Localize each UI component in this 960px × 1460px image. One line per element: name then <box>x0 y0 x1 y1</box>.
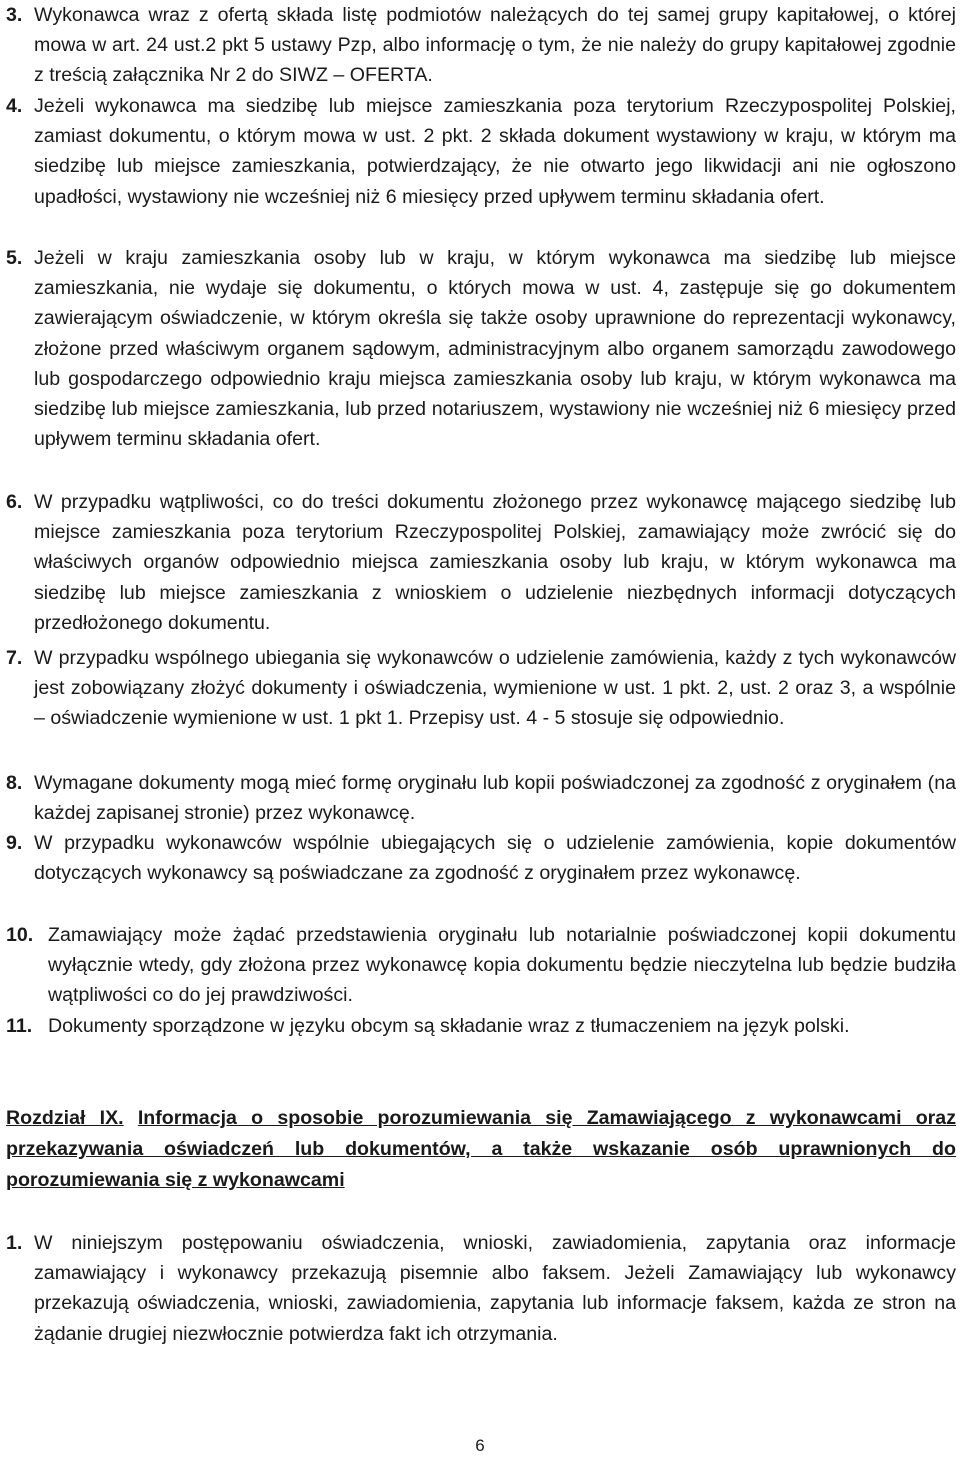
item-number: 10. <box>6 924 34 946</box>
item-number: 7. <box>6 647 23 669</box>
list-item <box>6 487 956 638</box>
list-item <box>6 1011 956 1041</box>
list-item <box>6 0 956 91</box>
list-item <box>6 91 956 212</box>
section-label: Rozdział IX. <box>6 1107 124 1129</box>
item-text: W przypadku wykonawców wspólnie ubiegających się o udzielenie zamówienia, kopie dokumentów dotyczących wykonawcy są poświadczane za zgodność z oryginałem przez wykonawcę. <box>34 832 956 885</box>
item-text: Jeżeli wykonawca ma siedzibę lub miejsce zamieszkania poza terytorium Rzeczypospolitej Polskiej, zamiast dokumentu, o którym mowa w ust. 2 pkt. 2 składa dokument wystawiony w kraju, w którym ma siedzibę lub miejsce zamieszkania, potwierdzający, że nie otwarto jego likwidacji ani nie ogłoszono upadłości, wystawiony nie wcześniej niż 6 miesięcy przed upływem terminu składania ofert. <box>34 95 956 208</box>
item-number: 3. <box>6 4 23 26</box>
item-text: Dokumenty sporządzone w języku obcym są składanie wraz z tłumaczeniem na język polski. <box>48 1015 850 1037</box>
list-item <box>6 243 956 454</box>
list-item <box>6 828 956 888</box>
item-number: 1. <box>6 1232 23 1254</box>
item-number: 8. <box>6 772 23 794</box>
item-text: Jeżeli w kraju zamieszkania osoby lub w kraju, w którym wykonawca ma siedzibę lub miejsce zamieszkania, nie wydaje się dokumentu, o których mowa w ust. 4, zastępuje się go dokumentem zawierającym oświadczenie, w którym określa się także osoby uprawnione do reprezentacji wykonawcy, złożone przed właściwym organem sądowym, administracyjnym albo organem samorządu zawodowego lub gospodarczego odpowiednio kraju miejsca zamieszkania osoby lub kraju, w którym wykonawca ma siedzibę lub miejsce zamieszkania, lub przed notariuszem, wystawiony nie wcześniej niż 6 miesięcy przed upływem terminu składania ofert. <box>34 247 956 451</box>
item-number: 11. <box>6 1015 33 1037</box>
list-item <box>6 1228 956 1349</box>
list-item <box>6 920 956 1011</box>
item-text: Zamawiający może żądać przedstawienia oryginału lub notarialnie poświadczonej kopii dokumentu wyłącznie wtedy, gdy złożona przez wykonawcę kopia dokumentu będzie nieczytelna lub będzie budziła wątpliwości co do jej prawdziwości. <box>48 924 956 1007</box>
page-number: 6 <box>475 1436 485 1455</box>
list-item <box>6 768 956 828</box>
item-number: 6. <box>6 491 23 513</box>
item-number: 4. <box>6 95 23 117</box>
list-item <box>6 643 956 734</box>
item-number: 9. <box>6 832 23 854</box>
item-text: Wymagane dokumenty mogą mieć formę oryginału lub kopii poświadczonej za zgodność z oryginałem (na każdej zapisanej stronie) przez wykonawcę. <box>34 772 956 825</box>
item-text: W przypadku wątpliwości, co do treści dokumentu złożonego przez wykonawcę mającego siedzibę lub miejsce zamieszkania poza terytorium Rzeczypospolitej Polskiej, zamawiający może zwrócić się do właściwych organów odpowiednio miejsca zamieszkania osoby lub kraju, w którym wykonawca ma siedzibę lub miejsce zamieszkania z wnioskiem o udzielenie niezbędnych informacji dotyczących przedłożonego dokumentu. <box>34 491 956 634</box>
item-text: W niniejszym postępowaniu oświadczenia, wnioski, zawiadomienia, zapytania oraz informacje zamawiający i wykonawcy przekazują pisemnie albo faksem. Jeżeli Zamawiający lub wykonawcy przekazują oświadczenia, wnioski, zawiadomienia, zapytania lub informacje faksem, każda ze stron na żądanie drugiej niezwłocznie potwierdza fakt ich otrzymania. <box>34 1232 956 1345</box>
item-number: 5. <box>6 247 23 269</box>
section-heading <box>6 1103 956 1196</box>
item-text: W przypadku wspólnego ubiegania się wykonawców o udzielenie zamówienia, każdy z tych wykonawców jest zobowiązany złożyć dokumenty i oświadczenia, wymienione w ust. 1 pkt. 2, ust. 2 oraz 3, a wspólnie – oświadczenie wymienione w ust. 1 pkt 1. Przepisy ust. 4 - 5 stosuje się odpowiednio. <box>34 647 956 730</box>
item-text: Wykonawca wraz z ofertą składa listę podmiotów należących do tej samej grupy kapitałowej, o której mowa w art. 24 ust.2 pkt 5 ustawy Pzp, albo informację o tym, że nie należy do grupy kapitałowej zgodnie z treścią załącznika Nr 2 do SIWZ – OFERTA. <box>34 4 956 87</box>
section-title: Informacja o sposobie porozumiewania się Zamawiającego z wykonawcami oraz przekazywania oświadczeń lub dokumentów, a także wskazanie osób uprawnionych do porozumiewania się z wykonawcami <box>6 1107 957 1191</box>
